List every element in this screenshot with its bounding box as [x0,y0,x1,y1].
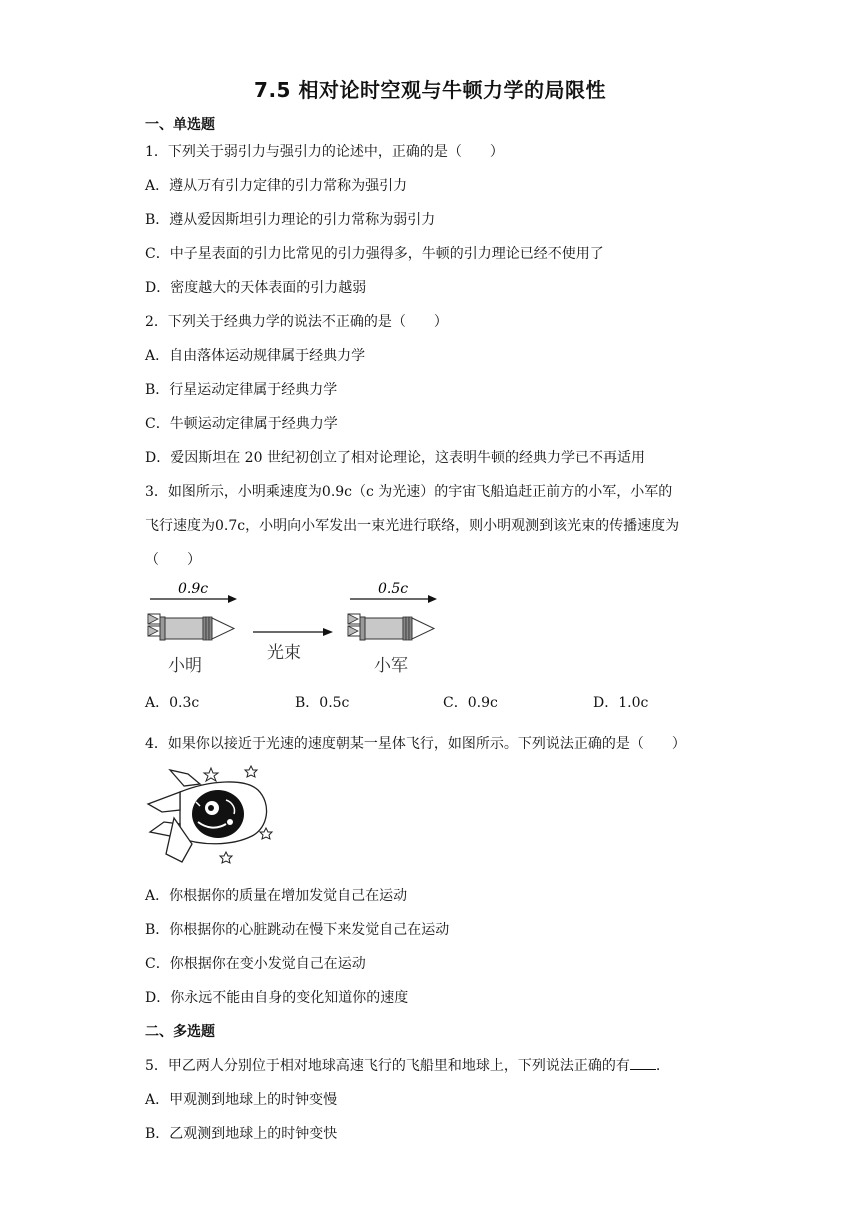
question-5-stem [145,1055,660,1075]
question-5-option-b: B．乙观测到地球上的时钟变快 [145,1126,338,1142]
question-2-option-c: C．牛顿运动定律属于经典力学 [145,416,338,432]
question-4-option-a: A．你根据你的质量在增加发觉自己在运动 [145,888,408,904]
speed-label-left: 0.9c [178,581,209,597]
question-4-stem: 4．如果你以接近于光速的速度朝某一星体飞行，如图所示。下列说法正确的是（ ） [145,736,686,752]
question-1-option-d: D．密度越大的天体表面的引力越弱 [145,280,367,296]
question-5-option-a: A．甲观测到地球上的时钟变慢 [145,1092,338,1108]
question-1-option-c: C．中子星表面的引力比常见的引力强得多，牛顿的引力理论已经不使用了 [145,246,604,262]
velocity-arrowhead-right [428,595,437,603]
answer-blank [630,1057,656,1070]
rocket-right-icon [348,614,434,640]
question-2-option-d: D．爱因斯坦在 20 世纪初创立了相对论理论，这表明牛顿的经典力学已不再适用 [145,450,645,466]
light-beam-arrowhead [323,628,333,636]
question-4-option-d: D．你永远不能由自身的变化知道你的速度 [145,990,409,1006]
question-3-stem-line-2: 飞行速度为0.7c，小明向小军发出一束光进行联络，则小明观测到该光束的传播速度为 [145,518,680,534]
question-2-option-a: A．自由落体运动规律属于经典力学 [145,348,366,364]
rocket-right-label: 小军 [374,656,408,676]
rocket-left-icon [148,614,234,640]
astronaut-rocket-figure [140,762,290,870]
question-2-stem: 2．下列关于经典力学的说法不正确的是（ ） [145,314,448,330]
velocity-arrowhead-left [228,595,237,603]
question-2-option-b: B．行星运动定律属于经典力学 [145,382,338,398]
question-5-stem-text: 5．甲乙两人分别位于相对地球高速飞行的飞船里和地球上，下列说法正确的有 [145,1058,630,1074]
section-heading-single-choice: 一、单选题 [145,117,215,133]
question-3-option-d: D．1.0c [593,695,649,711]
speed-label-right: 0.5c [378,581,409,597]
question-5-stem-end: . [655,1058,661,1074]
question-3-options [145,692,705,714]
question-4-option-c: C．你根据你在变小发觉自己在运动 [145,956,366,972]
question-3-stem-line-3: （ ） [145,552,201,568]
page-title: 7.5 相对论时空观与牛顿力学的局限性 [254,78,606,102]
section-heading-multiple-choice: 二、多选题 [145,1024,215,1040]
question-3-option-b: B．0.5c [295,695,350,711]
question-1-option-b: B．遵从爱因斯坦引力理论的引力常称为弱引力 [145,212,436,228]
question-3-option-c: C．0.9c [443,695,498,711]
rocket-figure [140,574,450,680]
light-beam-label: 光束 [267,643,301,663]
question-3-stem-line-1: 3．如图所示，小明乘速度为0.9c（c 为光速）的宇宙飞船追赶正前方的小军，小军的 [145,484,673,500]
astronaut-icon [192,790,244,838]
question-1-option-a: A．遵从万有引力定律的引力常称为强引力 [145,178,408,194]
rocket-left-label: 小明 [168,656,202,676]
question-1-stem: 1．下列关于弱引力与强引力的论述中，正确的是（ ） [145,144,504,160]
question-4-option-b: B．你根据你的心脏跳动在慢下来发觉自己在运动 [145,922,450,938]
question-3-option-a: A．0.3c [145,695,200,711]
